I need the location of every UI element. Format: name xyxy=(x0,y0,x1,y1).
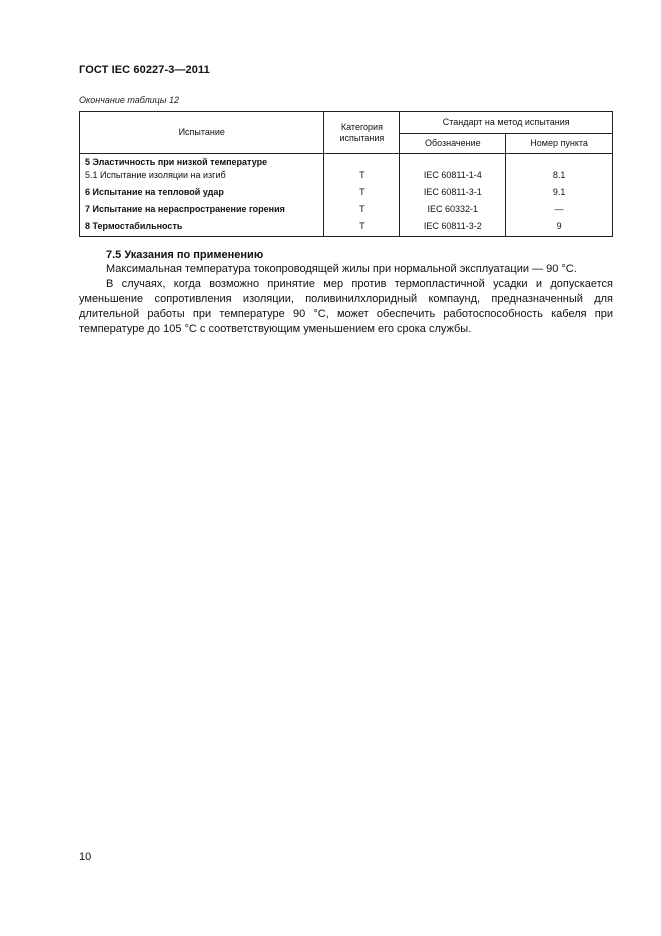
row-clause: — xyxy=(506,203,613,220)
col-header-test: Испытание xyxy=(80,112,324,154)
test-table xyxy=(79,111,613,237)
col-header-clause: Номер пункта xyxy=(506,134,613,154)
row-test: 7 Испытание на нераспространение горения xyxy=(80,203,324,220)
col-header-designation: Обозначение xyxy=(400,134,506,154)
row-designation: IEC 60811-3-2 xyxy=(400,220,506,237)
body-paragraph: Максимальная температура токопроводящей жилы при нормальной эксплуатации — 90 °С. xyxy=(106,263,577,275)
body-paragraph: В случаях, когда возможно принятие мер против термопластичной усадки и допускается уменьшение сопротивления изоляции, поливинилхлоридный компаунд, предназначенный для длительной работы при температуре 90 °С, может обеспечить работоспособность кабеля при температуре до 105 °С с соответствующим уменьшением его срока службы. xyxy=(79,278,613,335)
table-row xyxy=(80,220,613,237)
row-designation: IEC 60811-3-1 xyxy=(400,186,506,203)
page-number: 10 xyxy=(79,851,92,863)
row-category xyxy=(324,154,400,170)
row-designation xyxy=(400,154,506,170)
row-clause: 9.1 xyxy=(506,186,613,203)
col-header-category: Категория испытания xyxy=(324,112,400,154)
row-test: 5.1 Испытание изоляции на изгиб xyxy=(80,169,324,186)
row-clause xyxy=(506,154,613,170)
row-category: T xyxy=(324,203,400,220)
table-row xyxy=(80,154,613,170)
row-category: T xyxy=(324,220,400,237)
row-designation: IEC 60811-1-4 xyxy=(400,169,506,186)
row-clause: 9 xyxy=(506,220,613,237)
table-row xyxy=(80,186,613,203)
table-row xyxy=(80,169,613,186)
row-test: 6 Испытание на тепловой удар xyxy=(80,186,324,203)
section-title: 7.5 Указания по применению xyxy=(106,249,264,261)
table-caption: Окончание таблицы 12 xyxy=(79,95,179,105)
document-header: ГОСТ IEC 60227-3—2011 xyxy=(79,64,210,76)
table-row xyxy=(80,203,613,220)
col-header-standard: Стандарт на метод испытания xyxy=(400,112,613,134)
row-test: 5 Эластичность при низкой температуре xyxy=(80,154,324,170)
row-designation: IEC 60332-1 xyxy=(400,203,506,220)
row-category: T xyxy=(324,169,400,186)
row-clause: 8.1 xyxy=(506,169,613,186)
row-test: 8 Термостабильность xyxy=(80,220,324,237)
row-category: T xyxy=(324,186,400,203)
section-body xyxy=(79,262,613,337)
